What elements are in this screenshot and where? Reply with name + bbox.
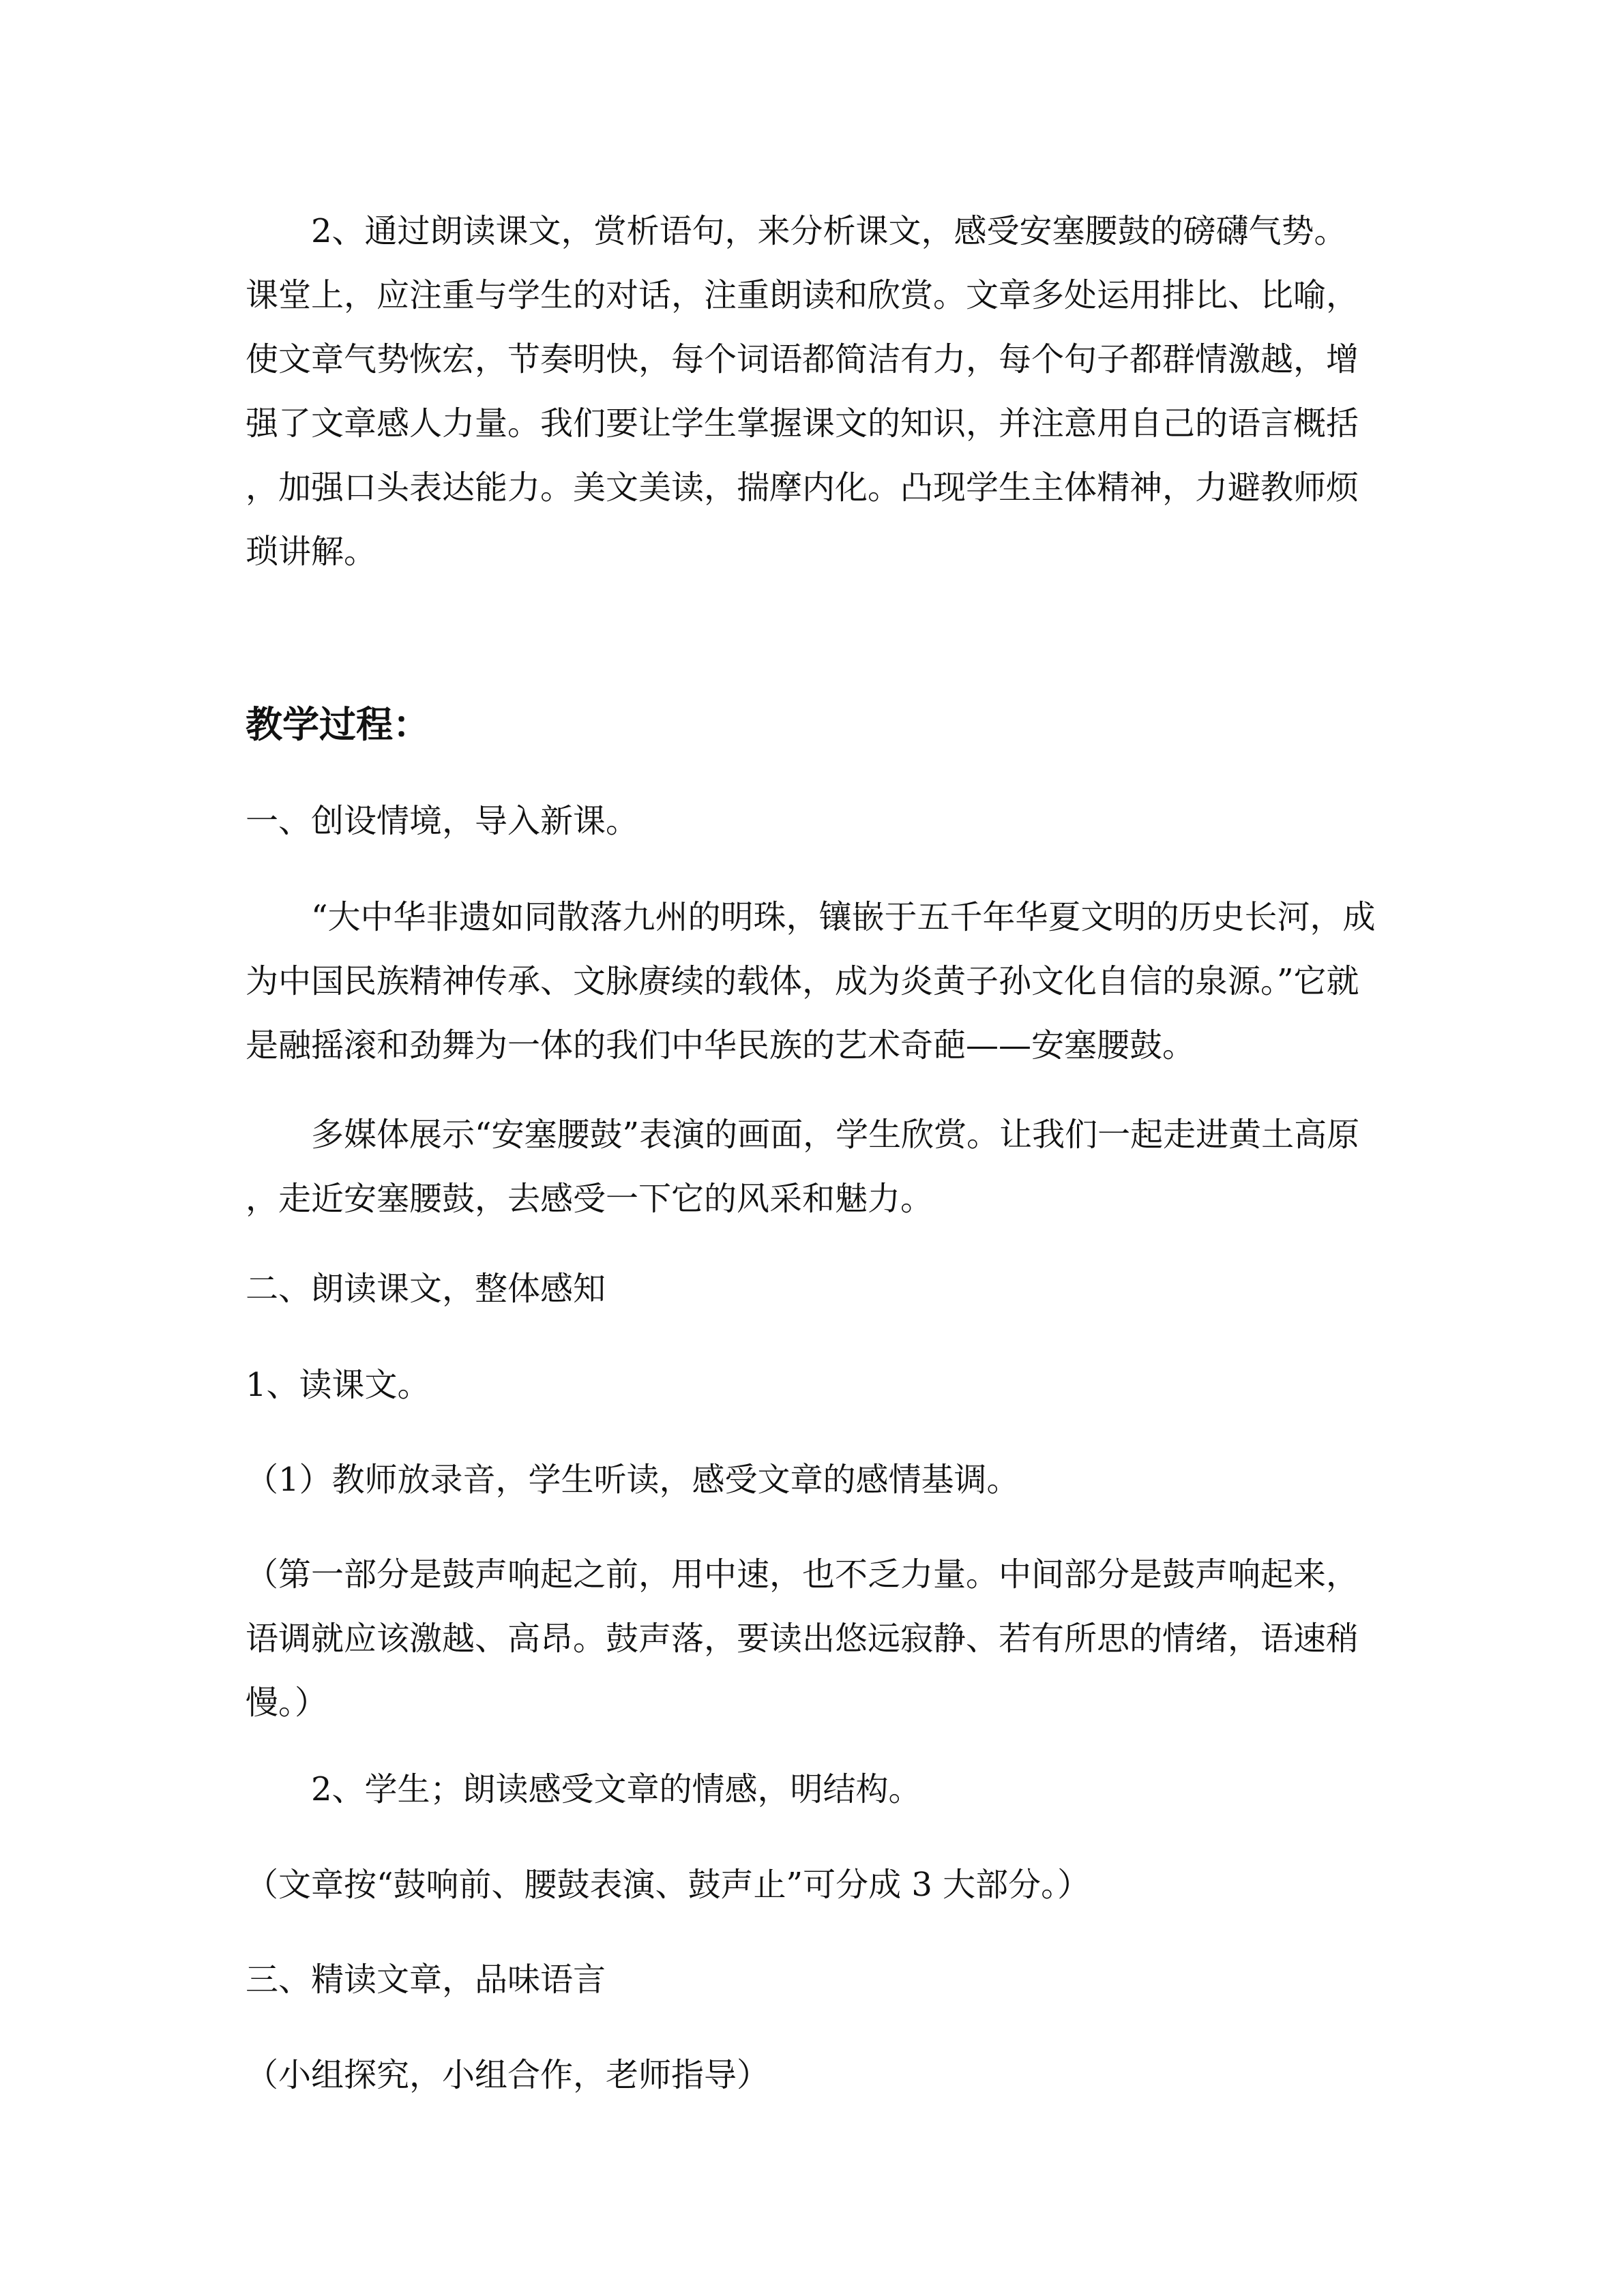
- read-step-1: （1）教师放录音，学生听读，感受文章的感情基调。: [246, 1461, 1020, 1499]
- media-paragraph: 多媒体展示“安塞腰鼓”表演的画面，学生欣赏。让我们一起走进黄土高原，走近安塞腰鼓，去感受一下它的风采和魅力。: [246, 1116, 1360, 1218]
- read-step-2: 2、学生；朗读感受文章的情感，明结构。: [311, 1770, 921, 1808]
- section-heading: 教学过程：: [246, 703, 430, 746]
- section-3-note: （小组探究，小组合作，老师指导）: [246, 2056, 770, 2094]
- read-step-2-note: （文章按“鼓响前、腰鼓表演、鼓声止”可分成 3 大部分。）: [246, 1866, 1091, 1904]
- objective-paragraph: 2、通过朗读课文，赏析语句，来分析课文，感受安塞腰鼓的磅礴气势。课堂上，应注重与学生的对话，注重朗读和欣赏。文章多处运用排比、比喻，使文章气势恢宏，节奏明快，每个词语都简洁有力，每个句子都群情激越，增强了文章感人力量。我们要让学生掌握课文的知识，并注意用自己的语言概括，加强口头表达能力。美文美读，揣摩内化。凸现学生主体精神，力避教师烦琐讲解。: [246, 212, 1359, 571]
- section-2-title: 二、朗读课文，整体感知: [246, 1270, 606, 1308]
- section-1-title: 一、创设情境，导入新课。: [246, 802, 639, 840]
- read-text-item: 1、读课文。: [246, 1366, 430, 1404]
- read-step-1-note: （第一部分是鼓声响起之前，用中速，也不乏力量。中间部分是鼓声响起来，语调就应该激越、高昂。鼓声落，要读出悠远寂静、若有所思的情绪，语速稍慢。）: [246, 1555, 1359, 1722]
- section-3-title: 三、精读文章，品味语言: [246, 1960, 606, 1999]
- intro-quote-paragraph: “大中华非遗如同散落九州的明珠，镶嵌于五千年华夏文明的历史长河，成为中国民族精神传承、文脉赓续的载体，成为炎黄子孙文化自信的泉源。”它就是融摇滚和劲舞为一体的我们中华民族的艺术奇葩——安塞腰鼓。: [246, 898, 1376, 1064]
